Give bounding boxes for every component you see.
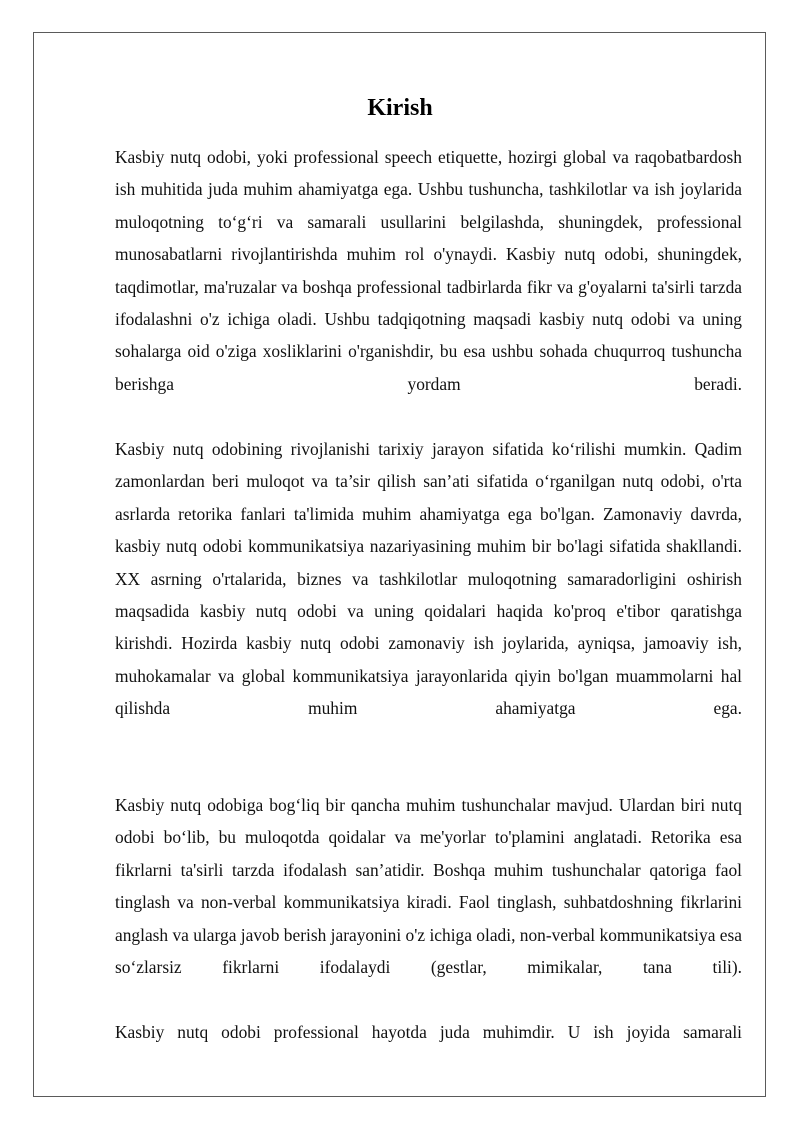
document-title: Kirish	[367, 95, 433, 122]
paragraph-history: Kasbiy nutq odobining rivojlanishi tarixiy jarayon sifatida ko‘rilishi mumkin. Qadim zamonlardan beri muloqot va ta’sir qilish san’ati sifatida o‘rganilgan nutq odobi, o'rta asrlarda retorika fanlari ta'limida muhim ahamiyatga ega bo'lgan. Zamonaviy davrda, kasbiy nutq odobi kommunikatsiya nazariyasining muhim bir bo'lagi sifatida shakllandi. XX asrning o'rtalarida, biznes va tashkilotlar muloqotning samaradorligini oshirish maqsadida kasbiy nutq odobi va uning qoidalari haqida ko'proq e'tibor qaratishga kirishdi. Hozirda kasbiy nutq odobi zamonaviy ish joylarida, ayniqsa, jamoaviy ish, muhokamalar va global kommunikatsiya jarayonlarida qiyin bo'lgan muammolarni hal qilishda muhim ahamiyatga ega.	[115, 439, 742, 719]
paragraph-concepts: Kasbiy nutq odobiga bog‘liq bir qancha muhim tushunchalar mavjud. Ulardan biri nutq odobi bo‘lib, bu muloqotda qoidalar va me'yorlar to'plamini anglatadi. Retorika esa fikrlarni ta'sirli tarzda ifodalash san’atidir. Boshqa muhim tushunchalar qatoriga faol tinglash va non-verbal kommunikatsiya kiradi. Faol tinglash, suhbatdoshning fikrlarini anglash va ularga javob berish jarayonini o'z ichiga oladi, non-verbal kommunikatsiya esa so‘zlarsiz fikrlarni ifodalaydi (gestlar, mimikalar, tana tili).	[115, 795, 742, 978]
paragraph-importance: Kasbiy nutq odobi professional hayotda juda muhimdir. U ish joyida samarali	[115, 1022, 742, 1042]
paragraph-intro: Kasbiy nutq odobi, yoki professional speech etiquette, hozirgi global va raqobatbardosh ish muhitida juda muhim ahamiyatga ega. Ushbu tushuncha, tashkilotlar va ish joylarida muloqotning to‘g‘ri va samarali usullarini belgilashda, shuningdek, professional munosabatlarni rivojlantirishda muhim rol o'ynaydi. Kasbiy nutq odobi, shuningdek, taqdimotlar, ma'ruzalar va boshqa professional tadbirlarda fikr va g'oyalarni ta'sirli tarzda ifodalashni o'z ichiga oladi. Ushbu tadqiqotning maqsadi kasbiy nutq odobi va uning sohalarga oid o'ziga xosliklarini o'rganishdir, bu esa ushbu sohada chuqurroq tushuncha berishga yordam beradi.	[115, 147, 742, 394]
